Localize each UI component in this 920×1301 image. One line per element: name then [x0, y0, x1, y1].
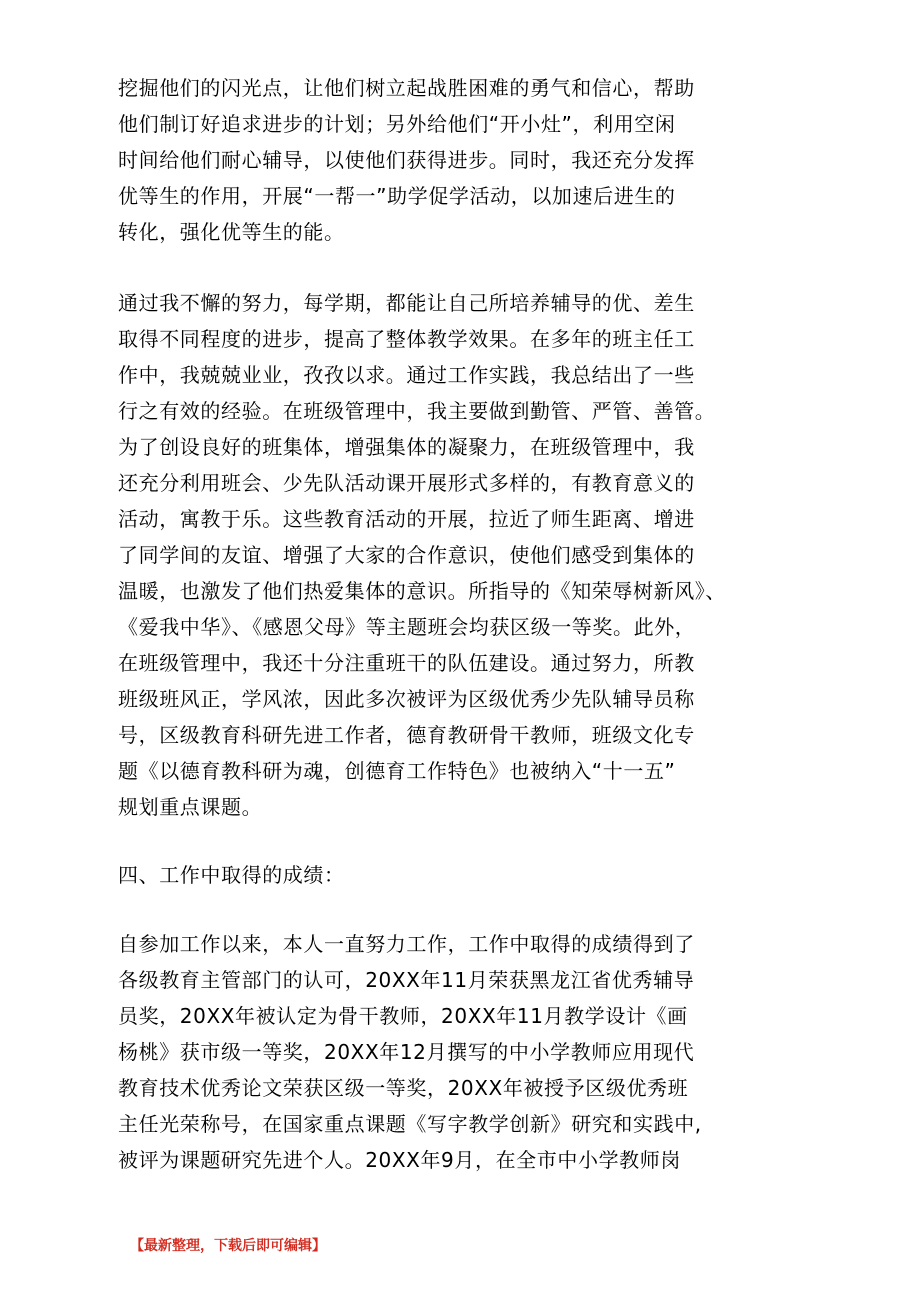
text-line: 为了创设良好的班集体，增强集体的凝聚力，在班级管理中，我	[118, 435, 695, 459]
text-line: 员奖，20XX年被认定为骨干教师，20XX年11月教学设计《画	[118, 1004, 688, 1028]
text-line: 自参加工作以来，本人一直努力工作，工作中取得的成绩得到了	[118, 932, 695, 956]
text-line: 时间给他们耐心辅导，以使他们获得进步。同时，我还充分发挥	[118, 148, 695, 172]
text-line: 规划重点课题。	[118, 795, 263, 819]
text-line: 通过我不懈的努力，每学期，都能让自己所培养辅导的优、差生	[118, 291, 695, 315]
text-line: 作中，我兢兢业业，孜孜以求。通过工作实践，我总结出了一些	[118, 363, 695, 387]
text-line: 温暖，也激发了他们热爱集体的意识。所指导的《知荣辱树新风》、	[118, 579, 726, 603]
footer-note: 【最新整理，下载后即可编辑】	[130, 1238, 326, 1254]
text-line: 教育技术优秀论文荣获区级一等奖，20XX年被授予区级优秀班	[118, 1076, 689, 1100]
text-line: 被评为课题研究先进个人。20XX年9月，在全市中小学教师岗	[118, 1148, 681, 1172]
text-line: 主任光荣称号，在国家重点课题《写字教学创新》研究和实践中,	[118, 1112, 702, 1136]
text-line: 号，区级教育科研先进工作者，德育教研骨干教师，班级文化专	[118, 723, 695, 747]
text-line: 各级教育主管部门的认可，20XX年11月荣获黑龙江省优秀辅导	[118, 968, 695, 992]
text-line: 题《以德育教科研为魂，创德育工作特色》也被纳入“十一五”	[118, 759, 676, 783]
text-line: 他们制订好追求进步的计划；另外给他们“开小灶”，利用空闲	[118, 112, 676, 136]
text-line: 了同学间的友谊、增强了大家的合作意识，使他们感受到集体的	[118, 543, 695, 567]
text-line: 还充分利用班会、少先队活动课开展形式多样的，有教育意义的	[118, 471, 695, 495]
section-heading: 四、工作中取得的成绩：	[118, 863, 345, 887]
text-line: 优等生的作用，开展“一帮一”助学促学活动，以加速后进生的	[118, 184, 676, 208]
text-line: 《爱我中华》、《感恩父母》等主题班会均获区级一等奖。此外，	[118, 615, 696, 639]
text-line: 行之有效的经验。在班级管理中，我主要做到勤管、严管、善管。	[118, 399, 716, 423]
text-line: 班级班风正，学风浓，因此多次被评为区级优秀少先队辅导员称	[118, 687, 695, 711]
text-line: 转化，强化优等生的能。	[118, 220, 345, 244]
text-line: 活动，寓教于乐。这些教育活动的开展，拉近了师生距离、增进	[118, 507, 695, 531]
text-line: 杨桃》获市级一等奖，20XX年12月撰写的中小学教师应用现代	[118, 1040, 695, 1064]
text-line: 挖掘他们的闪光点，让他们树立起战胜困难的勇气和信心，帮助	[118, 76, 695, 100]
text-line: 取得不同程度的进步，提高了整体教学效果。在多年的班主任工	[118, 327, 695, 351]
text-line: 在班级管理中，我还十分注重班干的队伍建设。通过努力，所教	[118, 651, 695, 675]
